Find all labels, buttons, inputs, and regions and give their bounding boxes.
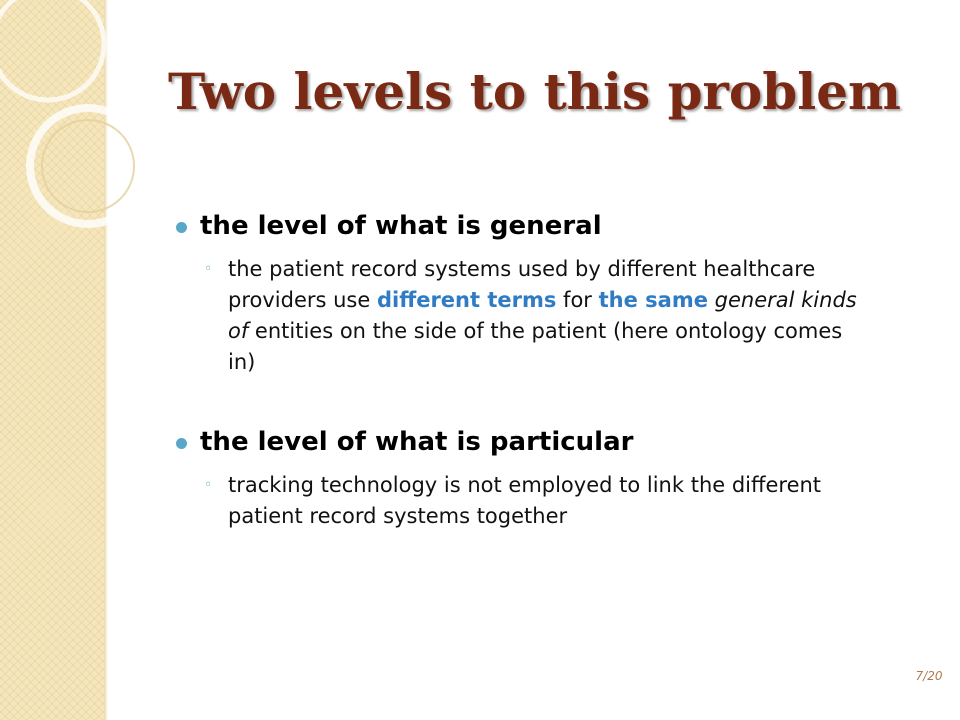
text-segment: for (556, 287, 599, 312)
sub-bullet-general (202, 254, 876, 378)
bullet-particular (176, 426, 876, 460)
decorative-rings (0, 0, 160, 240)
bullet-general (176, 210, 876, 244)
text-segment: entities on the side of the patient (here ontology comes in) (228, 318, 843, 375)
ring-bullet-icon: ◦ (204, 260, 213, 277)
slide-content (176, 210, 876, 532)
page-number: 7/20 (915, 669, 943, 683)
bullet-dot-icon (176, 438, 187, 449)
text-segment (708, 288, 715, 312)
highlight-the-same: the same (598, 287, 708, 312)
bullet-particular-heading: the level of what is particular (200, 427, 634, 458)
slide-title: Two levels to this problem (168, 62, 901, 121)
sub-bullet-particular (202, 470, 876, 532)
bullet-dot-icon (176, 222, 187, 233)
text-segment: the patient record systems used by different healthcare providers use (228, 256, 816, 312)
sub-bullet-particular-text: tracking technology is not employed to link the different patient record systems together (228, 472, 822, 528)
bullet-general-heading: the level of what is general (200, 211, 602, 241)
italic-general-kinds: general kinds of (228, 287, 857, 343)
ring-bullet-icon: ◦ (204, 476, 213, 493)
highlight-different-terms: different terms (376, 287, 557, 312)
